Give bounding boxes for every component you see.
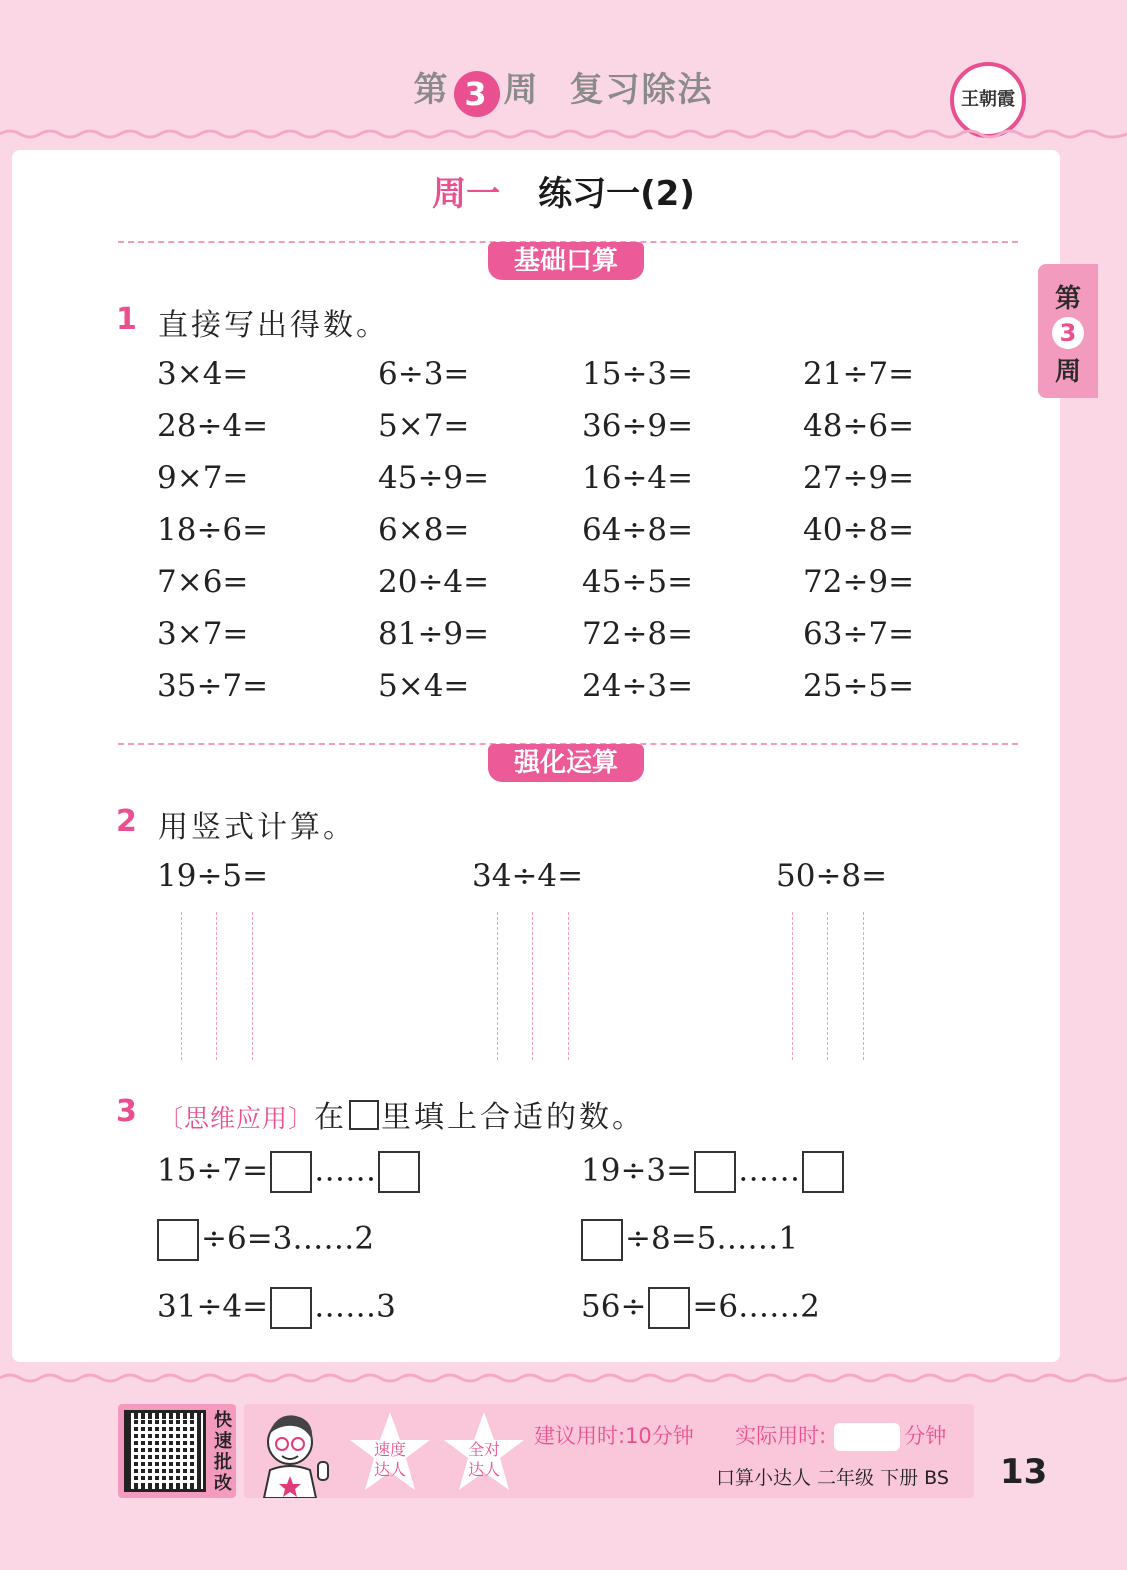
- fill-blank-equation: [155, 1219, 374, 1261]
- question-text: 用竖式计算。: [158, 810, 356, 845]
- oral-calc-equation: 48÷6=: [803, 408, 915, 444]
- fill-blank-equation: [581, 1151, 846, 1193]
- accuracy-star-label: [442, 1440, 526, 1480]
- week-prefix: 第: [413, 70, 450, 110]
- equation-part: =6……2: [692, 1288, 820, 1325]
- oral-calc-equation: 63÷7=: [803, 616, 915, 652]
- page-number: 13: [1000, 1452, 1048, 1492]
- guide-line: [827, 912, 828, 1060]
- time-row: [534, 1420, 946, 1451]
- long-division-problem: 50÷8=: [776, 858, 888, 894]
- oral-calc-equation: 35÷7=: [157, 668, 269, 704]
- equation-part: 31÷4=: [157, 1288, 269, 1325]
- oral-calc-equation: 81÷9=: [378, 616, 490, 652]
- answer-box[interactable]: [270, 1151, 312, 1193]
- speed-star-label: [348, 1440, 432, 1480]
- day-label: 周一: [432, 174, 501, 214]
- week-suffix: 周: [503, 70, 540, 110]
- question-number: 1: [116, 302, 137, 337]
- oral-calc-equation: 64÷8=: [582, 512, 694, 548]
- oral-calc-equation: 45÷5=: [582, 564, 694, 600]
- oral-calc-equation: 40÷8=: [803, 512, 915, 548]
- question-number: 2: [116, 804, 137, 839]
- equation-part: ……: [738, 1152, 801, 1189]
- oral-calc-equation: 9×7=: [157, 460, 249, 496]
- week-number-badge: 3: [454, 71, 500, 117]
- qr-code-icon[interactable]: [124, 1410, 206, 1492]
- lesson-label: 练习一(2): [538, 174, 695, 214]
- equation-part: ÷6=3……2: [201, 1220, 375, 1257]
- oral-calc-equation: 25÷5=: [803, 668, 915, 704]
- section-banner-basic: 基础口算: [488, 242, 644, 280]
- answer-box[interactable]: [648, 1287, 690, 1329]
- oral-calc-equation: 36÷9=: [582, 408, 694, 444]
- top-wave-decoration: [0, 128, 1127, 140]
- qr-label: 快速批改: [214, 1410, 232, 1494]
- oral-calc-equation: 24÷3=: [582, 668, 694, 704]
- section-banner-advanced: 强化运算: [488, 744, 644, 782]
- qr-block[interactable]: [118, 1404, 236, 1498]
- equation-part: ……: [314, 1152, 377, 1189]
- brand-logo: [950, 62, 1026, 138]
- guide-line: [863, 912, 864, 1060]
- side-tab-bottom: 周: [1054, 357, 1081, 387]
- oral-calc-equation: 28÷4=: [157, 408, 269, 444]
- oral-calc-equation: 5×7=: [378, 408, 470, 444]
- actual-time-unit: 分钟: [904, 1424, 947, 1448]
- oral-calc-equation: 6×8=: [378, 512, 470, 548]
- equation-part: 15÷7=: [157, 1152, 269, 1189]
- oral-calc-equation: 3×7=: [157, 616, 249, 652]
- question-number: 3: [116, 1094, 137, 1129]
- star-text: 全对: [467, 1440, 500, 1459]
- answer-box[interactable]: [270, 1287, 312, 1329]
- oral-calc-equation: 16÷4=: [582, 460, 694, 496]
- actual-time-label: 实际用时:: [735, 1424, 827, 1448]
- oral-calc-equation: 72÷9=: [803, 564, 915, 600]
- oral-calc-equation: 6÷3=: [378, 356, 470, 392]
- long-division-problem: 34÷4=: [472, 858, 584, 894]
- star-text: 速度: [373, 1440, 406, 1459]
- oral-calc-equation: 3×4=: [157, 356, 249, 392]
- answer-box[interactable]: [802, 1151, 844, 1193]
- guide-line: [216, 912, 217, 1060]
- fill-blank-equation: [581, 1287, 820, 1329]
- equation-part: ……3: [314, 1288, 396, 1325]
- guide-line: [252, 912, 253, 1060]
- guide-line: [792, 912, 793, 1060]
- oral-calc-equation: 18÷6=: [157, 512, 269, 548]
- question-text-part: 里填上合适的数。: [381, 1100, 646, 1135]
- long-division-problem: 19÷5=: [157, 858, 269, 894]
- oral-calc-equation: 15÷3=: [582, 356, 694, 392]
- question-tag: 〔思维应用〕: [158, 1104, 315, 1133]
- logo-text: 王朝霞: [961, 89, 1015, 110]
- equation-part: 19÷3=: [581, 1152, 693, 1189]
- answer-box[interactable]: [694, 1151, 736, 1193]
- week-side-tab: [1038, 264, 1098, 398]
- day-title: [0, 166, 1127, 215]
- inline-blank-box: [349, 1100, 379, 1130]
- star-text: 达人: [467, 1460, 500, 1479]
- oral-calc-equation: 27÷9=: [803, 460, 915, 496]
- question-text: [158, 1092, 645, 1136]
- week-subject: 复习除法: [569, 70, 714, 110]
- side-tab-number: 3: [1052, 317, 1084, 349]
- mascot-icon: [256, 1406, 336, 1498]
- answer-box[interactable]: [581, 1219, 623, 1261]
- question-text-part: 在: [314, 1100, 348, 1135]
- fill-blank-equation: [157, 1287, 396, 1329]
- oral-calc-equation: 45÷9=: [378, 460, 490, 496]
- guide-line: [497, 912, 498, 1060]
- fill-blank-equation: [157, 1151, 422, 1193]
- answer-box[interactable]: [378, 1151, 420, 1193]
- side-tab-top: 第: [1054, 284, 1081, 314]
- actual-time-input[interactable]: [834, 1423, 900, 1451]
- oral-calc-equation: 7×6=: [157, 564, 249, 600]
- equation-part: 56÷: [581, 1288, 647, 1325]
- question-text: 直接写出得数。: [158, 308, 389, 343]
- guide-line: [568, 912, 569, 1060]
- oral-calc-equation: 72÷8=: [582, 616, 694, 652]
- bottom-wave-decoration: [0, 1372, 1127, 1384]
- book-info: 口算小达人 二年级 下册 BS: [716, 1467, 949, 1489]
- guide-line: [532, 912, 533, 1060]
- answer-box[interactable]: [157, 1219, 199, 1261]
- oral-calc-equation: 21÷7=: [803, 356, 915, 392]
- oral-calc-equation: 5×4=: [378, 668, 470, 704]
- fill-blank-equation: [579, 1219, 798, 1261]
- suggested-time: 建议用时:10分钟: [534, 1424, 694, 1448]
- equation-part: ÷8=5……1: [625, 1220, 799, 1257]
- oral-calc-equation: 20÷4=: [378, 564, 490, 600]
- guide-line: [181, 912, 182, 1060]
- star-text: 达人: [373, 1460, 406, 1479]
